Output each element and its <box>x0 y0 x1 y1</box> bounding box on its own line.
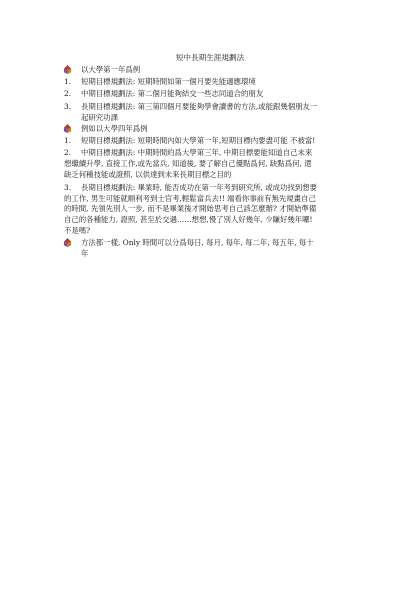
section-1-item-3 <box>64 101 364 123</box>
section-2-item-3 <box>64 183 364 237</box>
item-number: 3. <box>64 101 72 111</box>
item-text-line: 想繼續升學, 直接工作,或先當兵, 知道後, 要了解自己優點爲何, 缺點爲何, 還 <box>64 159 312 169</box>
book-bullet-icon <box>63 124 72 133</box>
item-text-line: 長期目標規劃法: 第三第四個月要能夠學會讀書的方法,或能跟幾個朋友一 <box>81 101 318 111</box>
item-text-line: 缺乏何種技能或證照, 以供達到未來長期目標之目的 <box>64 170 232 180</box>
section-2-item-2 <box>64 148 364 180</box>
item-number: 2. <box>64 148 72 158</box>
section-2-heading-row <box>64 123 364 134</box>
item-text-line: 中期目標規劃法: 中期時間約爲大學第三年, 中期目標要能知道自己未來 <box>81 148 313 158</box>
item-number: 1. <box>64 77 72 87</box>
item-number: 2. <box>64 89 72 99</box>
closing-text-line: 年 <box>81 249 89 258</box>
item-text: 中期目標規劃法: 第二個月能夠結交一些志同道合的朋友 <box>81 89 264 99</box>
item-text-line: 長期目標規劃法: 畢業時, 能否成功在第一年考到研究所, 或成功找到想要 <box>81 182 317 192</box>
section-1-heading: 以大學第一年爲例 <box>81 65 141 74</box>
closing-row <box>64 237 364 259</box>
section-2-item-1 <box>64 135 364 146</box>
section-1-heading-row <box>64 64 364 75</box>
item-number: 1. <box>64 136 72 146</box>
item-text-line: 起研究功課 <box>81 112 118 122</box>
book-bullet-icon <box>63 65 72 74</box>
item-text-line: 不是嗎? <box>64 226 91 235</box>
item-text: 短期目標規劃法: 短期時間內如大學第一年,短期目標内要盡可能 不被當! <box>81 136 316 146</box>
item-text-line: 自己的各種能力, 證照, 甚至於交遇……想想,慢了別人好幾年, 少賺好幾年囉! <box>64 215 313 225</box>
item-text-line: 的時間, 先領先別人一步, 而不是畢業後才開始思考自己該怎麼辦? 才開始準備 <box>64 204 317 214</box>
item-text-line: 的工作, 男生可能就順利考到士官考,輕鬆當兵去!! 端看你事前有無先規畫自己 <box>64 193 316 203</box>
document-body <box>64 64 364 259</box>
closing-text-line: 方法都一樣, Only 時間可以分爲每日, 每月, 每年, 每二年, 每五年, 每十 <box>81 237 314 247</box>
section-1-item-1 <box>64 76 364 87</box>
item-number: 3. <box>64 182 72 192</box>
section-2-heading: 例如以大學四年爲例 <box>81 124 148 134</box>
section-1-item-2 <box>64 88 364 99</box>
item-text: 短期目標規劃法: 短期時間如第一個月要先能適應環境 <box>81 77 256 87</box>
document-title: 短中長期生涯規劃法 <box>175 53 245 62</box>
book-bullet-icon <box>63 238 72 247</box>
